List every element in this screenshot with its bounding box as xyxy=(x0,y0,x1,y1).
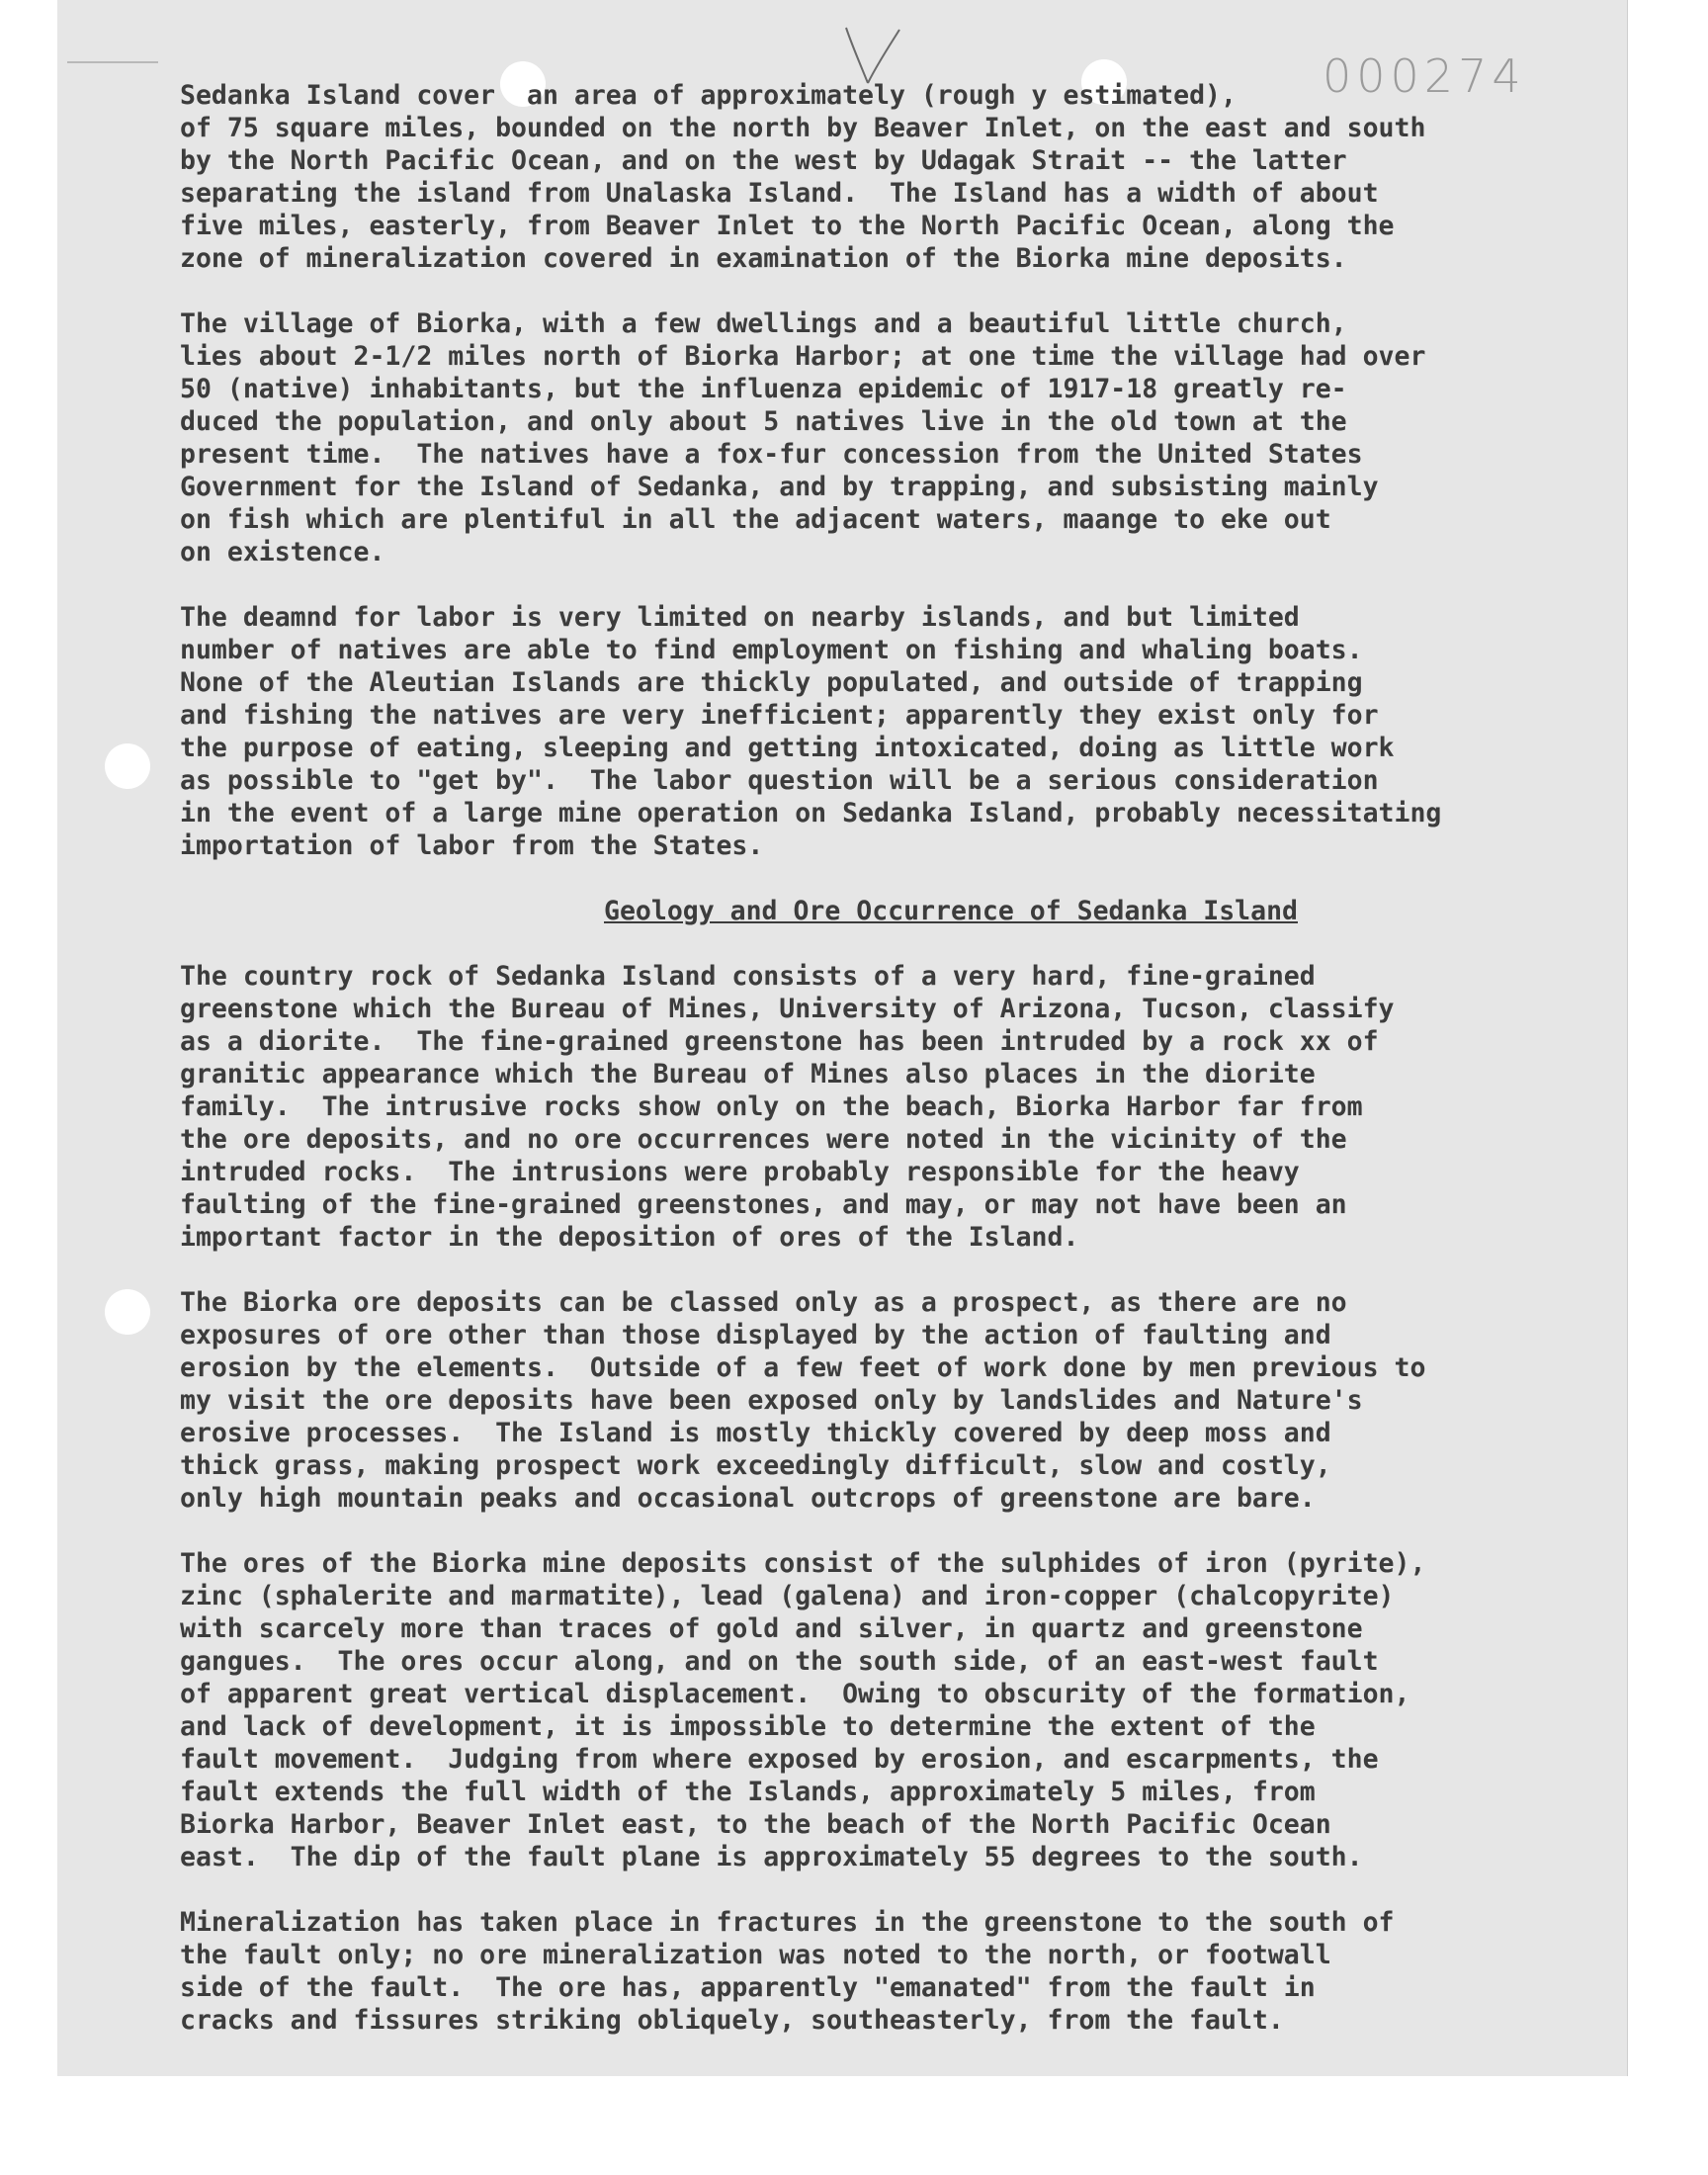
text-line: duced the population, and only about 5 natives live in the old town at the xyxy=(180,406,1347,437)
text-line: and lack of development, it is impossible to determine the extent of the xyxy=(180,1711,1316,1742)
text-line: erosive processes. The Island is mostly thickly covered by deep moss and xyxy=(180,1418,1331,1448)
text-line: five miles, easterly, from Beaver Inlet to the North Pacific Ocean, along the xyxy=(180,211,1395,241)
document-body xyxy=(180,79,1603,2069)
text-line: as possible to "get by". The labor question will be a serious consideration xyxy=(180,765,1379,796)
text-line: with scarcely more than traces of gold and silver, in quartz and greenstone xyxy=(180,1613,1363,1644)
text-line: gangues. The ores occur along, and on the south side, of an east-west fault xyxy=(180,1646,1379,1677)
text-line: important factor in the deposition of ores of the Island. xyxy=(180,1222,1079,1253)
text-line: and fishing the natives are very inefficient; apparently they exist only for xyxy=(180,700,1379,731)
section-heading: Geology and Ore Occurrence of Sedanka Island xyxy=(604,896,1298,926)
text-line: side of the fault. The ore has, apparently "emanated" from the fault in xyxy=(180,1972,1316,2003)
text-line: The Biorka ore deposits can be classed only as a prospect, as there are no xyxy=(180,1287,1347,1318)
text-line: of apparent great vertical displacement. Owing to obscurity of the formation, xyxy=(180,1679,1410,1709)
text-line: greenstone which the Bureau of Mines, University of Arizona, Tucson, classify xyxy=(180,994,1395,1024)
punch-hole xyxy=(105,743,150,789)
text-line: Biorka Harbor, Beaver Inlet east, to the beach of the North Pacific Ocean xyxy=(180,1809,1331,1840)
text-line: The country rock of Sedanka Island consists of a very hard, fine-grained xyxy=(180,961,1316,992)
text-line: erosion by the elements. Outside of a few feet of work done by men previous to xyxy=(180,1352,1426,1383)
paragraph-country-rock xyxy=(180,960,1603,1254)
text-line: fault extends the full width of the Islands, approximately 5 miles, from xyxy=(180,1777,1316,1807)
paragraph-ore-deposits xyxy=(180,1286,1603,1515)
text-line: thick grass, making prospect work exceedingly difficult, slow and costly, xyxy=(180,1450,1331,1481)
document-page xyxy=(57,0,1628,2076)
text-line: by the North Pacific Ocean, and on the west by Udagak Strait -- the latter xyxy=(180,145,1347,176)
text-line: Government for the Island of Sedanka, and by trapping, and subsisting mainly xyxy=(180,472,1379,502)
text-line: zone of mineralization covered in examination of the Biorka mine deposits. xyxy=(180,243,1347,274)
text-line: cracks and fissures striking obliquely, southeasterly, from the fault. xyxy=(180,2005,1284,2036)
text-line: Sedanka Island cover an area of approximately (rough y estimated), xyxy=(180,80,1237,111)
paragraph-island-description xyxy=(180,79,1603,275)
text-line: None of the Aleutian Islands are thickly populated, and outside of trapping xyxy=(180,667,1363,698)
text-line: the fault only; no ore mineralization was noted to the north, or footwall xyxy=(180,1940,1331,1970)
text-line: present time. The natives have a fox-fur concession from the United States xyxy=(180,439,1363,470)
margin-line xyxy=(67,61,158,63)
paragraph-labor xyxy=(180,601,1603,862)
text-line: only high mountain peaks and occasional outcrops of greenstone are bare. xyxy=(180,1483,1316,1514)
text-line: Mineralization has taken place in fractures in the greenstone to the south of xyxy=(180,1907,1395,1938)
text-line: 50 (native) inhabitants, but the influenza epidemic of 1917-18 greatly re- xyxy=(180,374,1347,404)
page-number: 000274 xyxy=(1323,49,1526,103)
text-line: the ore deposits, and no ore occurrences were noted in the vicinity of the xyxy=(180,1124,1347,1155)
text-line: lies about 2-1/2 miles north of Biorka Harbor; at one time the village had over xyxy=(180,341,1426,372)
text-line: of 75 square miles, bounded on the north by Beaver Inlet, on the east and south xyxy=(180,113,1426,143)
text-line: granitic appearance which the Bureau of Mines also places in the diorite xyxy=(180,1059,1316,1089)
punch-hole xyxy=(105,1289,150,1335)
text-line: the purpose of eating, sleeping and getting intoxicated, doing as little work xyxy=(180,733,1395,763)
text-line: family. The intrusive rocks show only on the beach, Biorka Harbor far from xyxy=(180,1091,1363,1122)
text-line: faulting of the fine-grained greenstones, and may, or may not have been an xyxy=(180,1189,1347,1220)
text-line: separating the island from Unalaska Island. The Island has a width of about xyxy=(180,178,1379,209)
text-line: my visit the ore deposits have been exposed only by landslides and Nature's xyxy=(180,1385,1363,1416)
text-line: number of natives are able to find employment on fishing and whaling boats. xyxy=(180,635,1363,665)
text-line: exposures of ore other than those displayed by the action of faulting and xyxy=(180,1320,1331,1350)
text-line: fault movement. Judging from where exposed by erosion, and escarpments, the xyxy=(180,1744,1379,1775)
paragraph-ores xyxy=(180,1547,1603,1873)
text-line: zinc (sphalerite and marmatite), lead (galena) and iron-copper (chalcopyrite) xyxy=(180,1581,1395,1611)
paragraph-village xyxy=(180,307,1603,568)
text-line: The deamnd for labor is very limited on nearby islands, and but limited xyxy=(180,602,1300,633)
text-line: The village of Biorka, with a few dwellings and a beautiful little church, xyxy=(180,308,1347,339)
text-line: on existence. xyxy=(180,537,385,567)
text-line: as a diorite. The fine-grained greenstone has been intruded by a rock xx of xyxy=(180,1026,1379,1057)
text-line: intruded rocks. The intrusions were probably responsible for the heavy xyxy=(180,1157,1300,1187)
text-line: importation of labor from the States. xyxy=(180,830,764,861)
text-line: The ores of the Biorka mine deposits consist of the sulphides of iron (pyrite), xyxy=(180,1548,1426,1579)
text-line: east. The dip of the fault plane is approximately 55 degrees to the south. xyxy=(180,1842,1363,1872)
text-line: on fish which are plentiful in all the adjacent waters, maange to eke out xyxy=(180,504,1331,535)
text-line: in the event of a large mine operation on Sedanka Island, probably necessitating xyxy=(180,798,1442,828)
paragraph-mineralization xyxy=(180,1906,1603,2037)
